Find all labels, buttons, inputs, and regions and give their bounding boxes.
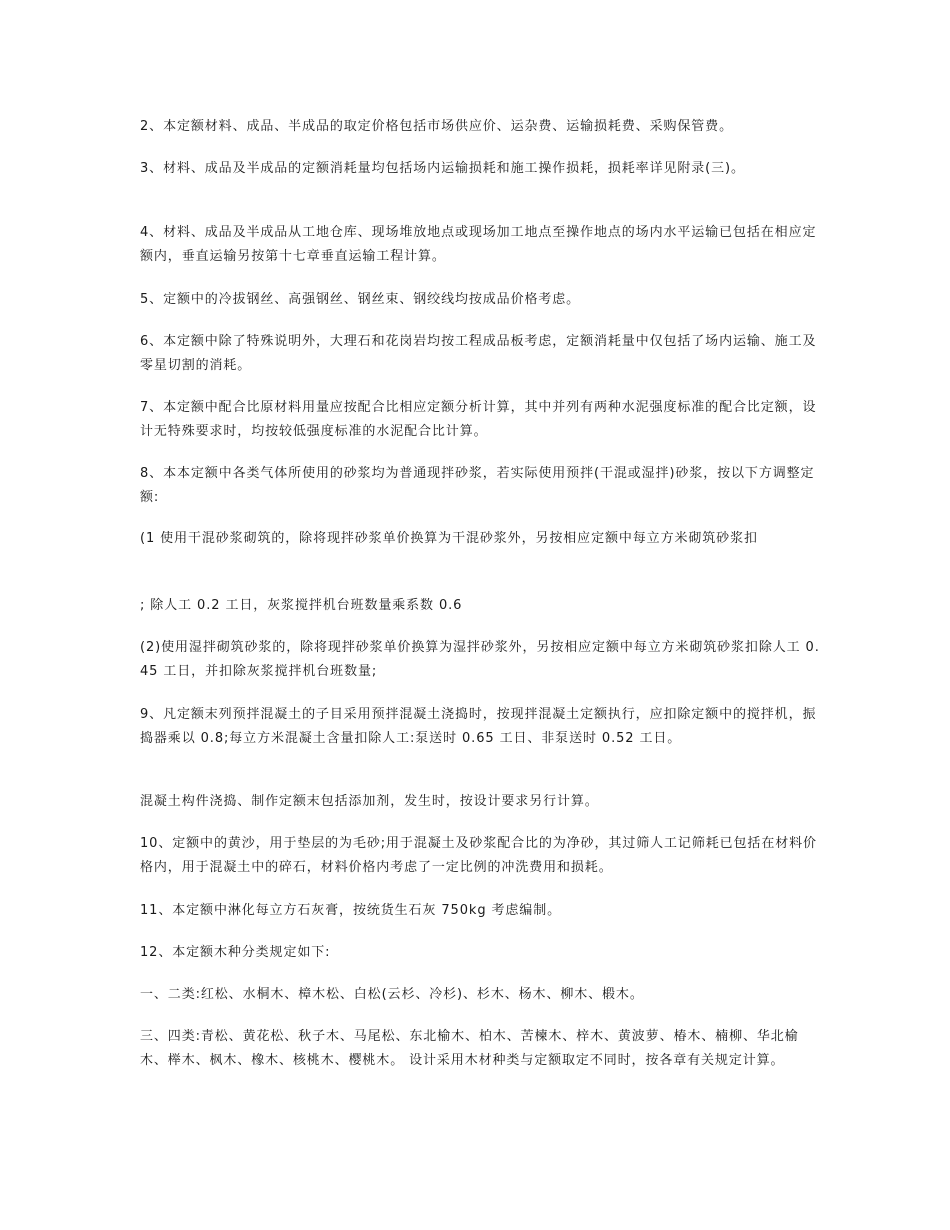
paragraph-2: 2、本定额材料、成品、半成品的取定价格包括市场供应价、运杂费、运输损耗费、采购保管费。	[140, 119, 733, 134]
paragraph-9: 9、凡定额末列预拌混凝土的子目采用预拌混凝土浇捣时，按现拌混凝土定额执行，应扣除定额中的搅拌机，振捣器乘以 0.8;每立方米混凝土含量扣除人工:泵送时 0.65 工日、非泵送时 0.52 工日。	[140, 707, 817, 746]
paragraph-8-item-1-cont: ; 除人工 0.2 工日，灰浆搅拌机台班数量乘系数 0.6	[140, 598, 463, 613]
paragraph-11: 11、本定额中淋化每立方石灰膏，按统货生石灰 750kg 考虑编制。	[140, 903, 562, 918]
paragraph-6: 6、本定额中除了特殊说明外，大理石和花岗岩均按工程成品板考虑，定额消耗量中仅包括了场内运输、施工及零星切割的消耗。	[140, 334, 817, 373]
paragraph-12-class-1: 一、二类:红松、水桐木、樟木松、白松(云杉、冷杉)、杉木、杨木、柳木、椴木。	[140, 987, 644, 1002]
paragraph-5: 5、定额中的冷拔钢丝、高强钢丝、钢丝束、钢绞线均按成品价格考虑。	[140, 292, 581, 307]
paragraph-3: 3、材料、成品及半成品的定额消耗量均包括场内运输损耗和施工操作损耗，损耗率详见附录(三)。	[140, 161, 745, 176]
paragraph-7: 7、本定额中配合比原材料用量应按配合比相应定额分析计算，其中并列有两种水泥强度标准的配合比定额，设计无特殊要求时，均按较低强度标准的水泥配合比计算。	[140, 400, 817, 439]
paragraph-12: 12、本定额木种分类规定如下:	[140, 945, 331, 960]
paragraph-10: 10、定额中的黄沙，用于垫层的为毛砂;用于混凝土及砂浆配合比的为净砂，其过筛人工记筛耗已包括在材料价格内，用于混凝土中的碎石，材料价格内考虑了一定比例的冲洗费用和损耗。	[140, 836, 817, 875]
paragraph-8-item-2: (2)使用湿拌砌筑砂浆的，除将现拌砂浆单价换算为湿拌砂浆外，另按相应定额中每立方米砌筑砂浆扣除人工 0.45 工日，并扣除灰浆搅拌机台班数量;	[140, 640, 820, 679]
paragraph-8-item-1: (1 使用干混砂浆砌筑的，除将现拌砂浆单价换算为干混砂浆外，另按相应定额中每立方米砌筑砂浆扣	[140, 531, 758, 546]
paragraph-4: 4、材料、成品及半成品从工地仓库、现场堆放地点或现场加工地点至操作地点的场内水平运输已包括在相应定额内，垂直运输另按第十七章垂直运输工程计算。	[140, 225, 817, 264]
paragraph-9-note: 混凝土构件浇捣、制作定额末包括添加剂，发生时，按设计要求另行计算。	[140, 794, 599, 809]
paragraph-8: 8、本本定额中各类气体所使用的砂浆均为普通现拌砂浆，若实际使用预拌(干混或湿拌)砂浆，按以下方调整定额:	[140, 466, 815, 505]
paragraph-12-class-3: 三、四类:青松、黄花松、秋子木、马尾松、东北榆木、柏木、苦楝木、梓木、黄波萝、椿木、楠柳、华北榆木、榉木、枫木、橡木、核桃木、樱桃木。 设计采用木材种类与定额取定不同时，按各章有关规定计算。	[140, 1029, 799, 1068]
